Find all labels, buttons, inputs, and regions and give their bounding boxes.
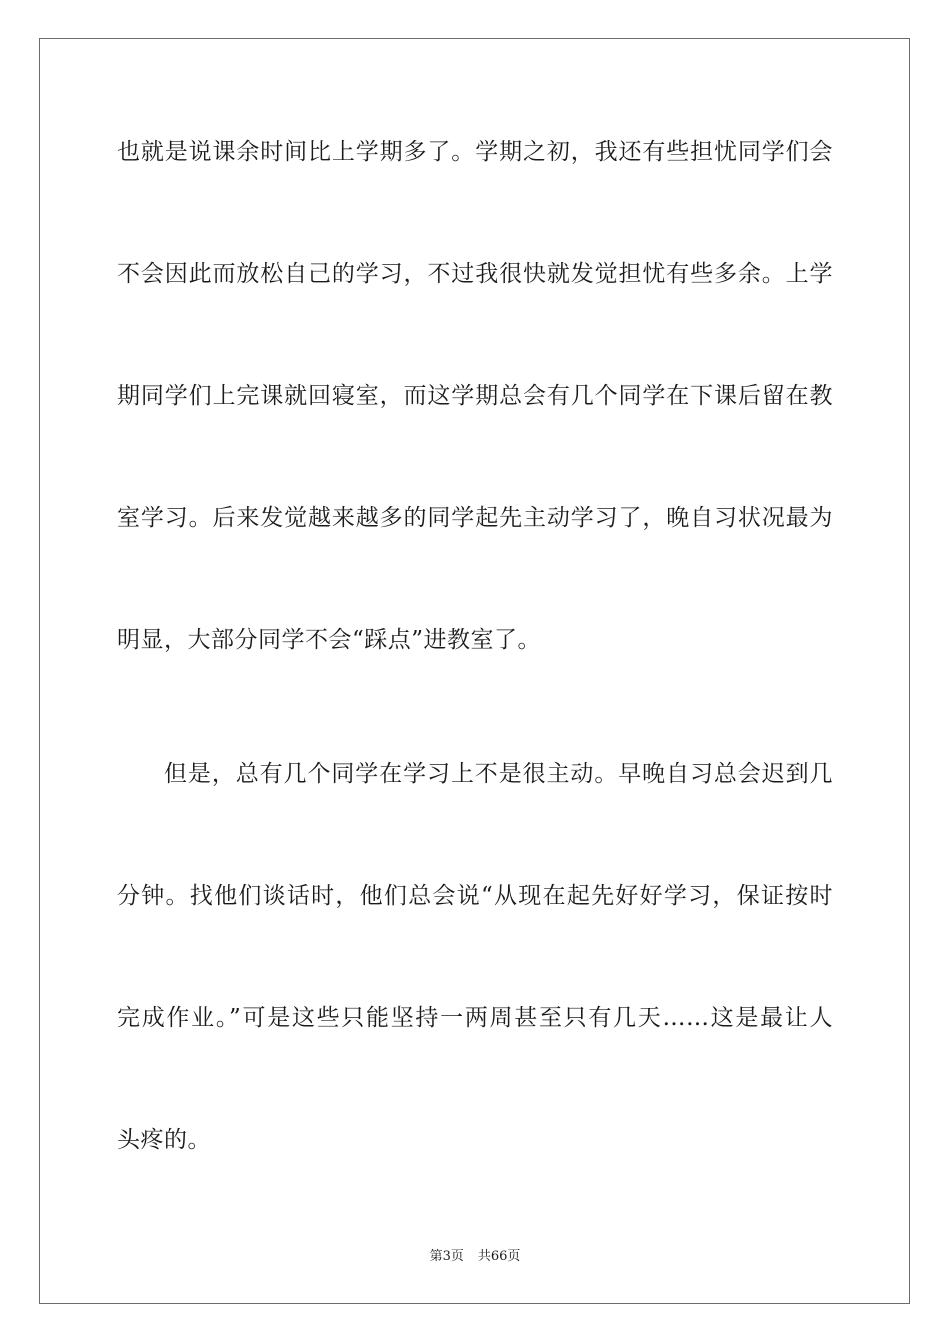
text-line-9: 头疼的。 — [117, 1127, 211, 1153]
page-frame — [39, 38, 910, 1304]
text-line-6: 但是，总有几个同学在学习上不是很主动。早晚自习总会迟到几 — [164, 761, 833, 787]
text-line-7: 分钟。找他们谈话时，他们总会说“从现在起先好好学习，保证按时 — [117, 883, 833, 909]
text-line-8: 完成作业。”可是这些只能坚持一两周甚至只有几天……这是最让人 — [117, 1005, 833, 1031]
text-line-5: 明显，大部分同学不会“踩点”进教室了。 — [117, 627, 542, 653]
page-footer — [0, 1248, 950, 1266]
text-line-4: 室学习。后来发觉越来越多的同学起先主动学习了，晚自习状况最为 — [117, 505, 833, 531]
page-number: 第3页 — [429, 1249, 464, 1264]
text-line-2: 不会因此而放松自己的学习，不过我很快就发觉担忧有些多余。上学 — [117, 261, 833, 287]
text-line-3: 期同学们上完课就回寝室，而这学期总会有几个同学在下课后留在教 — [117, 383, 833, 409]
text-line-1: 也就是说课余时间比上学期多了。学期之初，我还有些担忧同学们会 — [117, 139, 833, 165]
page-total: 共66页 — [477, 1249, 521, 1264]
